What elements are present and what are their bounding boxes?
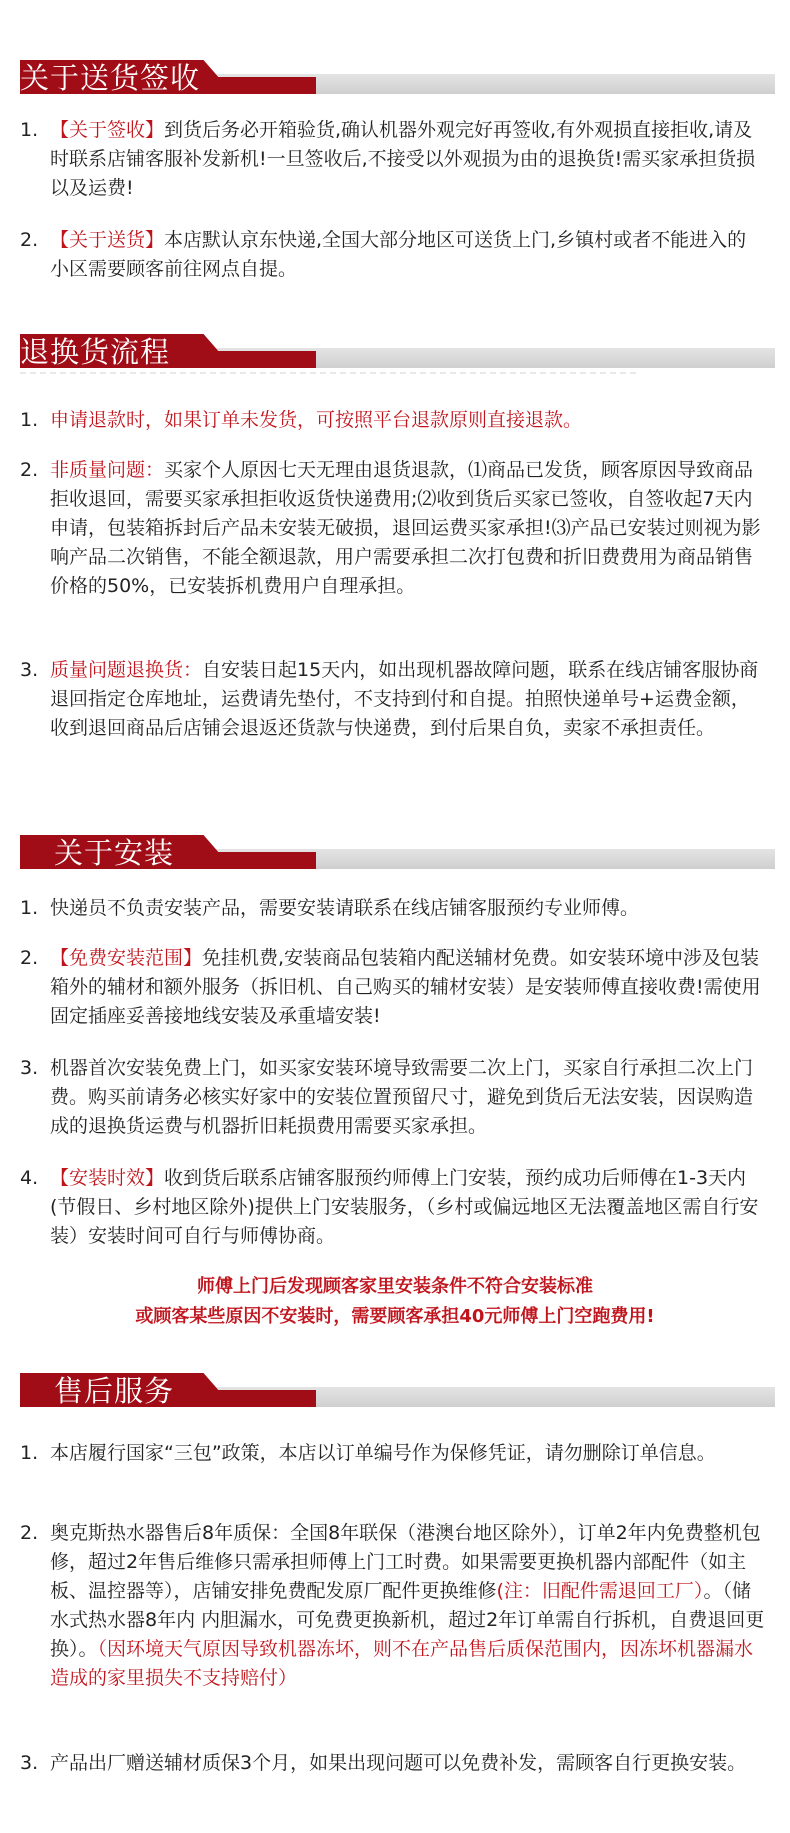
- item-tag: 非质量问题：: [50, 459, 165, 481]
- section-returns: [0, 332, 790, 388]
- item-tag: 【关于签收】: [50, 119, 165, 141]
- item-tag: 质量问题退换货：: [50, 659, 203, 681]
- section-title: 退换货流程: [20, 335, 171, 369]
- item-number: 4.: [20, 1167, 39, 1189]
- item-tag: 【安装时效】: [50, 1167, 165, 1189]
- item-number: 3.: [20, 659, 39, 681]
- section-title: 关于送货签收: [20, 61, 201, 95]
- item-number: 3.: [20, 1752, 39, 1774]
- item-number: 1.: [20, 409, 39, 431]
- item-text: 买家个人原因七天无理由退货退款，⑴商品已发货，顾客原因导致商品拒收退回，需要买家承担拒收返货快递费用;⑵收到货后买家已签收，自签收起7天内申请，包装箱拆封后产品未安装无破损，退回运费买家承担!⑶产品已安装过则视为影响产品二次销售，不能全额退款，用户需要承担二次打包费和折旧费费用为商品销售价格的50%，已安装拆机费用户自理承担。: [50, 459, 761, 597]
- item-number: 1.: [20, 1442, 39, 1464]
- section-title: 售后服务: [54, 1374, 175, 1408]
- item-tag: 【免费安装范围】: [50, 947, 203, 969]
- item-text: 机器首次安装免费上门，如买家安装环境导致需要二次上门，买家自行承担二次上门费。购买前请务必核实好家中的安装位置预留尺寸，避免到货后无法安装，因误购造成的退换货运费与机器折旧耗损费用需要买家承担。: [50, 1057, 754, 1137]
- item-text: 。（储水式热水器8年内 内胆漏水，可免费更换新机，超过2年订单需自行拆机，自费退回更换）。: [50, 1580, 765, 1660]
- installation-warning-line-1: 师傅上门后发现顾客家里安装条件不符合安装标准: [197, 1276, 593, 1297]
- section-installation: [0, 833, 790, 889]
- section-header: [0, 58, 790, 114]
- item-number: 2.: [20, 947, 39, 969]
- item-number: 1.: [20, 119, 39, 141]
- installation-warning-line-2: 或顾客某些原因不安装时，需要顾客承担40元师傅上门空跑费用!: [135, 1306, 655, 1327]
- item-number: 3.: [20, 1057, 39, 1079]
- header-stripe: [20, 372, 636, 374]
- item-text: 本店默认京东快递,全国大部分地区可送货上门,乡镇村或者不能进入的小区需要顾客前往网点自提。: [50, 229, 747, 280]
- item-text: 产品出厂赠送辅材质保3个月，如果出现问题可以免费补发，需顾客自行更换安装。: [50, 1752, 747, 1774]
- item-text: 自安装日起15天内，如出现机器故障问题，联系在线店铺客服协商退回指定仓库地址，运费请先垫付，不支持到付和自提。拍照快递单号+运费金额，收到退回商品后店铺会退返还货款与快递费，到付后果自负，卖家不承担责任。: [50, 659, 759, 739]
- item-tag: 【关于送货】: [50, 229, 165, 251]
- item-text: 快递员不负责安装产品，需要安装请联系在线店铺客服预约专业师傅。: [50, 897, 640, 919]
- item-text: 收到货后联系店铺客服预约师傅上门安装，预约成功后师傅在1-3天内(节假日、乡村地区除外)提供上门安装服务，（乡村或偏远地区无法覆盖地区需自行安装）安装时间可自行与师傅协商。: [50, 1167, 759, 1247]
- section-header: [0, 332, 790, 388]
- item-tag: 申请退款时，如果订单未发货，可按照平台退款原则直接退款。: [50, 409, 583, 431]
- section-delivery: [0, 58, 790, 114]
- item-note: （因环境天气原因导致机器冻坏，则不在产品售后质保范围内，因冻坏机器漏水造成的家里损失不支持赔付）: [50, 1638, 754, 1689]
- item-number: 2.: [20, 459, 39, 481]
- item-text: 奥克斯热水器售后8年质保：全国8年联保（港澳台地区除外），订单2年内免费整机包修，超过2年售后维修只需承担师傅上门工时费。如果需要更换机器内部配件（如主板、温控器等），店铺安排免费配发原厂配件更换维修: [50, 1522, 761, 1602]
- section-header: [0, 833, 790, 889]
- section-header: [0, 1371, 790, 1427]
- item-text: 到货后务必开箱验货,确认机器外观完好再签收,有外观损直接拒收,请及时联系店铺客服补发新机!一旦签收后,不接受以外观损为由的退换货!需买家承担货损以及运费!: [50, 119, 756, 199]
- section-after-sales: [0, 1371, 790, 1427]
- item-text: 免挂机费,安装商品包装箱内配送辅材免费。如安装环境中涉及包装箱外的辅材和额外服务（拆旧机、自己购买的辅材安装）是安装师傅直接收费!需使用固定插座妥善接地线安装及承重墙安装!: [50, 947, 761, 1027]
- section-title: 关于安装: [54, 836, 175, 870]
- item-number: 2.: [20, 229, 39, 251]
- item-number: 2.: [20, 1522, 39, 1544]
- item-note: (注：旧配件需退回工厂）: [496, 1580, 704, 1602]
- item-text: 本店履行国家“三包”政策，本店以订单编号作为保修凭证，请勿删除订单信息。: [50, 1442, 716, 1464]
- item-number: 1.: [20, 897, 39, 919]
